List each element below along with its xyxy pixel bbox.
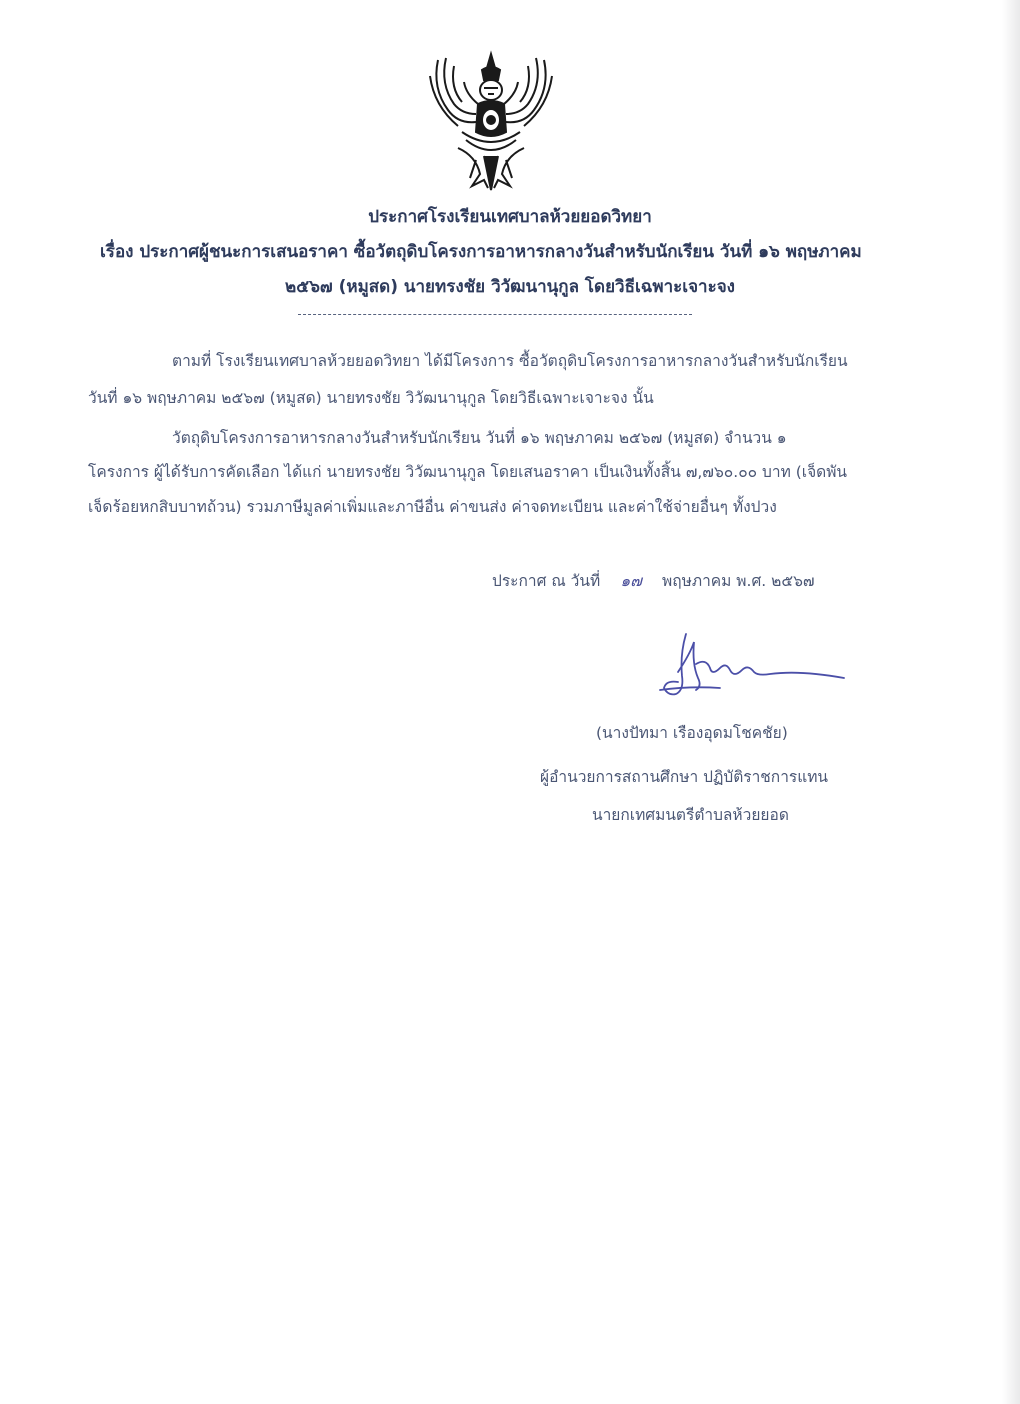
body-paragraph-1-line-2: วันที่ ๑๖ พฤษภาคม ๒๕๖๗ (หมูสด) นายทรงชัย วิวัฒนานุกูล โดยวิธีเฉพาะเจาะจง นั้น [88,389,654,407]
scan-edge-shadow [1002,0,1020,1404]
announcement-date [492,568,815,593]
signatory-position-2: นายกเทศมนตรีตำบลห้วยยอด [592,806,789,824]
body-paragraph-2-line-3: เจ็ดร้อยหกสิบบาทถ้วน) รวมภาษีมูลค่าเพิ่มและภาษีอื่น ค่าขนส่ง ค่าจดทะเบียน และค่าใช้จ่ายอื่นๆ ทั้งปวง [88,498,777,516]
document-subject-line-1: เรื่อง ประกาศผู้ชนะการเสนอราคา ซื้อวัตถุดิบโครงการอาหารกลางวันสำหรับนักเรียน วันที่ ๑๖ พฤษภาคม [100,242,862,262]
body-paragraph-2-line-1: วัตถุดิบโครงการอาหารกลางวันสำหรับนักเรียน วันที่ ๑๖ พฤษภาคม ๒๕๖๗ (หมูสด) จำนวน ๑ [172,429,787,447]
signatory-position-1: ผู้อำนวยการสถานศึกษา ปฏิบัติราชการแทน [540,768,829,786]
separator-rule [298,314,692,315]
body-paragraph-1-line-1: ตามที่ โรงเรียนเทศบาลห้วยยอดวิทยา ได้มีโครงการ ซื้อวัตถุดิบโครงการอาหารกลางวันสำหรับนักเรียน [172,352,848,370]
announcement-date-suffix: พฤษภาคม พ.ศ. ๒๕๖๗ [662,572,815,590]
body-paragraph-2-line-2: โครงการ ผู้ได้รับการคัดเลือก ได้แก่ นายทรงชัย วิวัฒนานุกูล โดยเสนอราคา เป็นเงินทั้งสิ้น ๗,๗๖๐.๐๐ บาท (เจ็ดพัน [88,463,848,481]
signatory-name: (นางปัทมา เรืองอุดมโชคชัย) [596,724,788,742]
garuda-emblem-icon [418,48,564,194]
document-title: ประกาศโรงเรียนเทศบาลห้วยยอดวิทยา [368,207,652,227]
announcement-date-prefix: ประกาศ ณ วันที่ [492,572,601,590]
signature-icon [650,624,850,704]
announcement-day-handwritten: ๑๗ [620,572,642,590]
document-subject-line-2: ๒๕๖๗ (หมูสด) นายทรงชัย วิวัฒนานุกูล โดยวิธีเฉพาะเจาะจง [285,277,735,297]
